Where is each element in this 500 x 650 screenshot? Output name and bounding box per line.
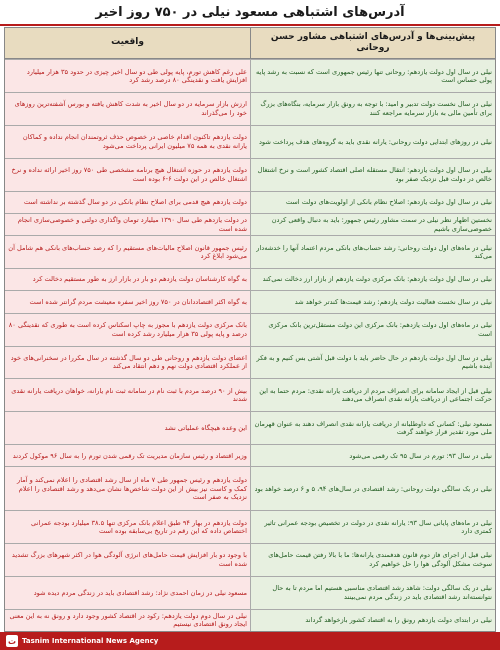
table-row — [5, 444, 495, 466]
reality-cell: اعضای دولت یازدهم و روحانی طی دو سال گذشته در سال مکررا در سخنرانی‌های خود از عملکرد اقتصادی دولت نهم و دهم انتقاد می‌کند — [5, 347, 250, 379]
reality-cell: رئیس جمهور قانون اصلاح مالیات‌های مستقیم را که رصد حساب‌های بانکی هم شامل آن می‌شود ابلاغ کرد — [5, 236, 250, 268]
header-promise: پیش‌بینی‌ها و آدرس‌های اشتباهی مشاور حسن روحانی — [250, 28, 495, 58]
reality-cell: بانک مرکزی دولت یازدهم با مجوز به چاپ اسکناس کرده است به طوری که نقدینگی ۸۰ درصد و پایه پولی ۳۵ هزار میلیارد رشد کرده است — [5, 314, 250, 346]
reality-cell: دولت یازدهم و رئیس جمهور طی ۷ ماه از سال رشد اقتصادی را اعلام نمی‌کند و آمار کمک و کاست نیز بیش از این دولت شاخص‌ها نشان می‌دهد و رشد اقتصادی را اعلام نزدیک به صفر است — [5, 467, 250, 510]
reality-cell: وزیر اقتصاد و رئیس سازمان مدیریت تک رقمی شدن تورم را به سال ۹۶ موکول کردند — [5, 445, 250, 466]
footer-bar — [0, 632, 500, 650]
reality-cell: در دولت یازدهم طی سال ۱۳۹۰ میلیارد تومان واگذاری دولتی و خصوصی‌سازی انجام شده است — [5, 214, 250, 235]
promise-cell: نیلی در سال اول دولت یازدهم: روحانی تنها رئیس جمهوری است که نسبت به رشد پایه پولی حساس است — [250, 60, 495, 92]
promise-cell: نیلی در سال اول دولت یازدهم: اصلاح نظام بانکی از اولویت‌های دولت است — [250, 192, 495, 213]
table-row — [5, 92, 495, 125]
promise-cell: نیلی در ماه‌های اول دولت یازدهم: بانک مرکزی این دولت مستقل‌ترین بانک مرکزی است — [250, 314, 495, 346]
table-row — [5, 411, 495, 444]
table-row — [5, 543, 495, 576]
promise-cell: نیلی در سال اول دولت یازدهم: انتقال مستقله اصلی اقتصاد کشور است و نرخ اشتغال خالص در دولت قبل نزدیک صفر بود — [250, 159, 495, 191]
title-bar — [0, 0, 500, 26]
promise-cell: نیلی در ابتدای دولت یازدهم رونق را به اقتصاد کشور بازخواهد گرداند — [250, 610, 495, 631]
table-row — [5, 191, 495, 213]
reality-cell: نیلی در سال دوم دولت یازدهم: رکود در اقتصاد کشور وجود دارد و رونق نه به این معنی ایجاد رونق اقتصادی نیستیم — [5, 610, 250, 631]
tasnim-logo-icon: ت — [7, 636, 17, 646]
table-row — [5, 346, 495, 379]
reality-cell: دولت یازدهم تاکنون اقدام خاصی در خصوص حذف ثروتمندان انجام نداده و کماکان یارانه نقدی به همه ۷۵ میلیون ایرانی پرداخت می‌شود — [5, 126, 250, 158]
promise-cell: نیلی در سال اول دولت یازدهم: بانک مرکزی دولت یازدهم از بازار ارز دخالت نمی‌کند — [250, 269, 495, 290]
table-row — [5, 609, 495, 631]
promise-cell: مسعود نیلی: کسانی که داوطلبانه از دریافت یارانه نقدی انصراف دهند به عنوان قهرمان ملی مورد تقدیر قرار خواهند گرفت — [250, 412, 495, 444]
table-row — [5, 510, 495, 543]
table-row — [5, 576, 495, 609]
table-row — [5, 213, 495, 235]
promise-cell: نیلی در سال نخست فعالیت دولت یازدهم: رشد قیمت‌ها کندتر خواهد شد — [250, 291, 495, 312]
header-reality: واقعیت — [5, 28, 250, 58]
table-row — [5, 125, 495, 158]
table-row — [5, 158, 495, 191]
promise-cell: نیلی در سال ۹۳: تورم در سال ۹۵ تک رقمی می‌شود — [250, 445, 495, 466]
promise-cell: نیلی در یک سالگی دولت روحانی: رشد اقتصادی در سال‌های ۹۴، ۵ و ۶ درصد خواهد بود — [250, 467, 495, 510]
promise-cell: نیلی قبل از اجرای فاز دوم قانون هدفمندی یارانه‌ها: ما با بالا رفتن قیمت حامل‌های سوخت مشکل آلودگی هوا را حل خواهیم کرد — [250, 544, 495, 576]
table-row — [5, 378, 495, 411]
reality-cell: علی رغم کاهش تورم، پایه پولی طی دو سال اخیر چیزی در حدود ۳۵ هزار میلیارد افزایش یافت و نقدینگی ۸۰ درصد رشد کرد — [5, 60, 250, 92]
reality-cell: به گواه کارشناسان دولت یازدهم دو بار در بازار ارز به طور مستقیم دخالت کرد — [5, 269, 250, 290]
reality-cell: دولت یازدهم در حوزه اشتغال هیچ برنامه مشخصی طی ۷۵۰ روز اخیر ارائه نداده و نرخ اشتغال خالص در این دولت ۶-۶ بوده است — [5, 159, 250, 191]
promise-cell: نیلی در یک سالگی دولت: شاهد رشد اقتصادی مناسبی هستیم اما مردم تا به حال نتوانسته‌اند رشد اقتصادی باید در زندگی مردم نمی‌بینند — [250, 577, 495, 609]
table-row — [5, 235, 495, 268]
table-row — [5, 290, 495, 312]
promise-cell: نخستین اظهار نظر نیلی در سمت مشاور رئیس جمهور: باید به دنبال واقعی کردن خصوصی‌سازی باشیم — [250, 214, 495, 235]
reality-cell: با وجود دو بار افزایش قیمت حامل‌های انرژی آلودگی هوا در اکثر شهرهای بزرگ تشدید شده است — [5, 544, 250, 576]
promise-cell: نیلی در سال اول دولت یازدهم در حال حاضر باید با دولت قبل آشتی بس کنیم و به فکر آینده باشیم — [250, 347, 495, 379]
page-title: آدرس‌های اشتباهی مسعود نیلی در ۷۵۰ روز اخیر — [95, 4, 405, 20]
reality-cell: مسعود نیلی در زمان احمدی نژاد: رشد اقتصادی باید در زندگی مردم دیده شود — [5, 577, 250, 609]
promise-cell: نیلی در ماه‌های پایانی سال ۹۳: یارانه نقدی در دولت در تخصیص بودجه عمرانی تاثیر کمتری دارد — [250, 511, 495, 543]
table-row — [5, 466, 495, 510]
reality-cell: بیش از ۹۰ درصد مردم با ثبت نام در سامانه ثبت نام یارانه، خواهان دریافت یارانه نقدی شدند — [5, 379, 250, 411]
promise-cell: نیلی در روزهای ابتدایی دولت روحانی: یارانه نقدی باید به گروه‌های هدف پرداخت شود — [250, 126, 495, 158]
promise-cell: نیلی در سال نخست دولت تدبیر و امید: با توجه به رونق بازار سرمایه، بنگاه‌های بزرگ برای تأمین مالی به بازار سرمایه مراجعه کنند — [250, 93, 495, 125]
table-header — [4, 27, 496, 59]
promise-cell: نیلی قبل از ایجاد سامانه برای انصراف مردم از دریافت یارانه نقدی: مردم حتما به این حرکت اجتماعی از دریافت یارانه نقدی انصراف می‌دهند — [250, 379, 495, 411]
table-row — [5, 59, 495, 92]
promise-cell: نیلی در ماه‌های اول دولت روحانی: رشد حساب‌های بانکی مردم اعتماد آنها را خدشه‌دار می‌کند — [250, 236, 495, 268]
reality-cell: به گواه اکثر اقتصاددانان در ۷۵۰ روز اخیر سفره معیشت مردم گرانتر شده است — [5, 291, 250, 312]
table-row — [5, 268, 495, 290]
reality-cell: دولت یازدهم هیچ قدمی برای اصلاح نظام بانکی در دو سال گذشته بر نداشته است — [5, 192, 250, 213]
reality-cell: این وعده هیچگاه عملیاتی نشد — [5, 412, 250, 444]
agency-name: Tasnim International News Agency — [22, 637, 159, 645]
reality-cell: دولت یازدهم در بهار ۹۴ طبق اعلام بانک مرکزی تنها ۳۸.۵ میلیارد بودجه عمرانی اختصاص داده که این رقم در تاریخ بی‌سابقه بوده است — [5, 511, 250, 543]
table-row — [5, 313, 495, 346]
reality-cell: ارزش بازار سرمایه در دو سال اخیر به شدت کاهش یافته و بورس آشفته‌ترین روزهای خود را می‌گذراند — [5, 93, 250, 125]
comparison-table — [4, 59, 496, 632]
